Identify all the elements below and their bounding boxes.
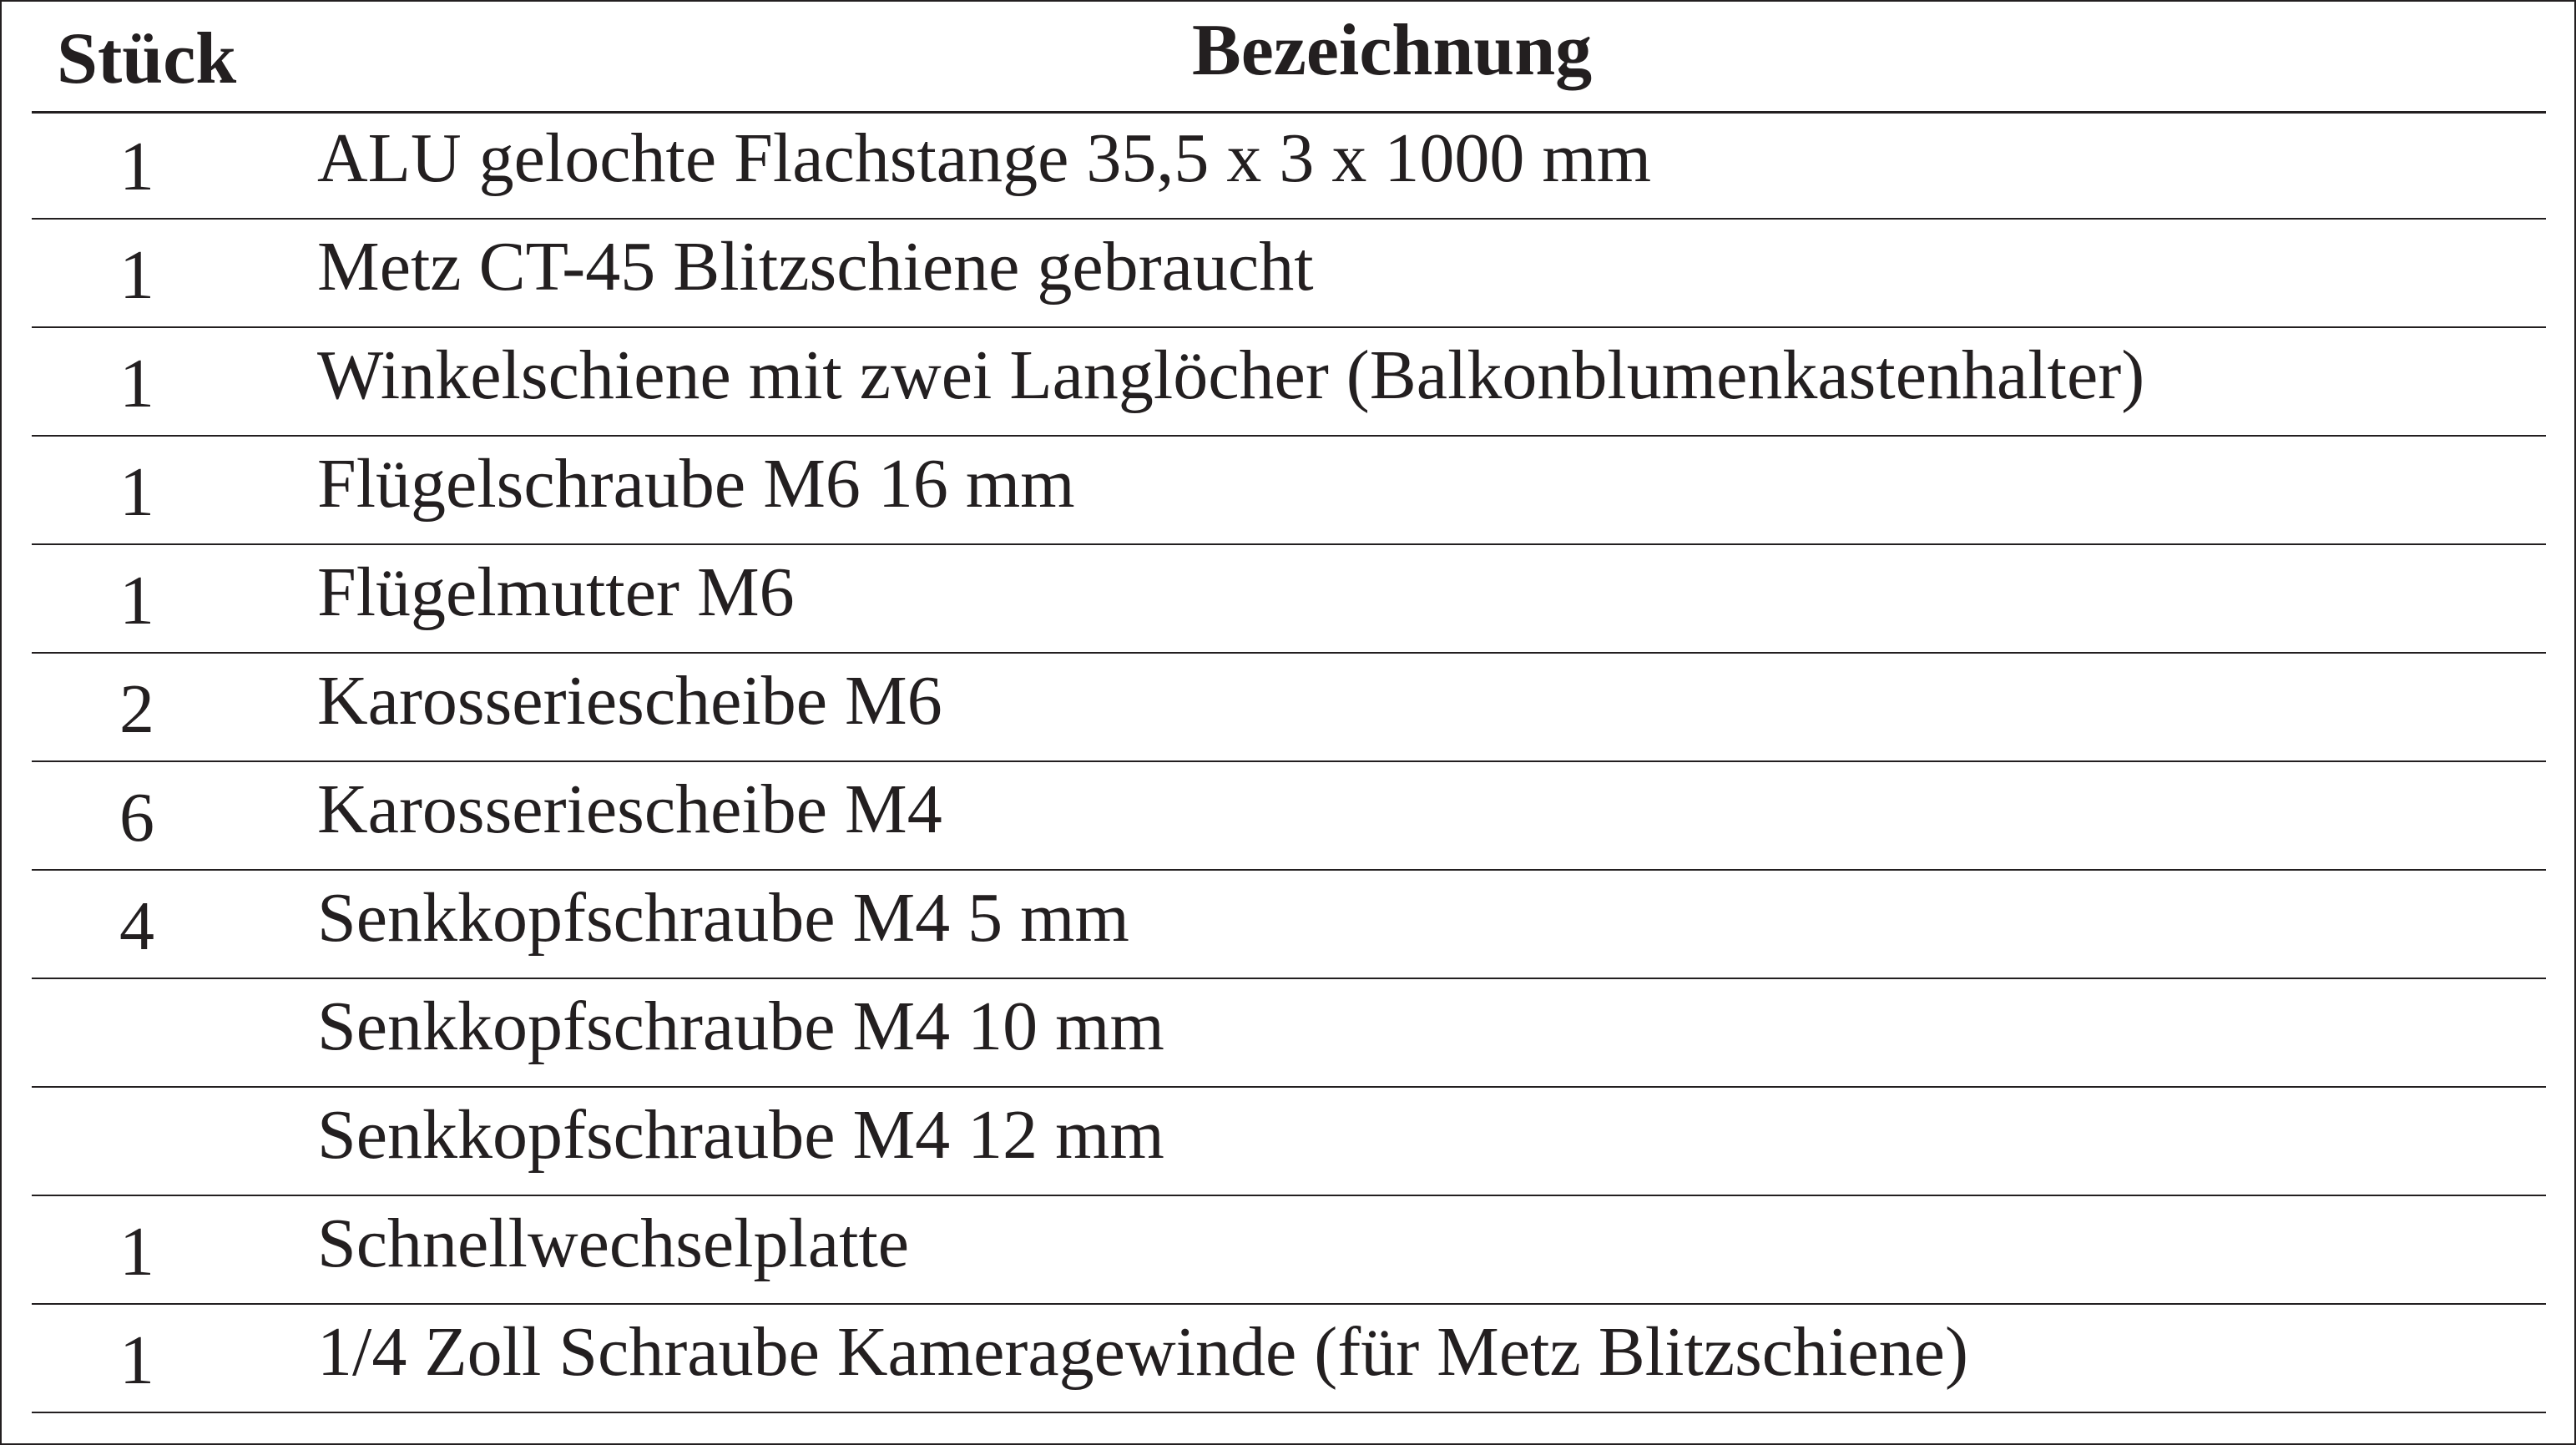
- row-description: Winkelschiene mit zwei Langlöcher (Balkonblumenkastenhalter): [317, 336, 2145, 414]
- row-quantity: 1: [119, 345, 154, 422]
- row-description: ALU gelochte Flachstange 35,5 x 3 x 1000 mm: [317, 119, 1652, 197]
- table-row: [32, 545, 2546, 654]
- table-header: [32, 2, 2546, 114]
- row-description: Senkkopfschraube M4 5 mm: [317, 879, 1129, 957]
- row-quantity: 1: [119, 1213, 154, 1291]
- row-description: Senkkopfschraube M4 10 mm: [317, 988, 1164, 1065]
- table-row: [32, 1196, 2546, 1305]
- row-description: Flügelmutter M6: [317, 553, 795, 631]
- table-row: [32, 328, 2546, 437]
- table-row: [32, 111, 2546, 220]
- table-row: [32, 979, 2546, 1088]
- row-description: Flügelschraube M6 16 mm: [317, 445, 1075, 523]
- table-row: [32, 871, 2546, 979]
- row-description: Schnellwechselplatte: [317, 1205, 910, 1282]
- row-quantity: 1: [119, 562, 154, 639]
- header-description: Bezeichnung: [1192, 10, 1593, 91]
- row-quantity: 1: [119, 128, 154, 205]
- row-quantity: 1: [119, 236, 154, 314]
- row-quantity: 4: [119, 887, 154, 965]
- row-quantity: 1: [119, 1321, 154, 1399]
- row-quantity: 6: [119, 779, 154, 856]
- table-row: [32, 1088, 2546, 1196]
- row-quantity: 1: [119, 453, 154, 531]
- table-row: [32, 220, 2546, 328]
- row-description: 1/4 Zoll Schraube Kameragewinde (für Metz Blitzschiene): [317, 1313, 1968, 1391]
- row-description: Karosseriescheibe M6: [317, 662, 942, 740]
- header-quantity: Stück: [57, 18, 237, 99]
- row-description: Senkkopfschraube M4 12 mm: [317, 1096, 1164, 1174]
- table-row: [32, 437, 2546, 545]
- table-row: [32, 654, 2546, 762]
- row-description: Karosseriescheibe M4: [317, 770, 942, 848]
- row-description: Metz CT-45 Blitzschiene gebraucht: [317, 228, 1314, 306]
- table-body: [32, 111, 2546, 1413]
- table-row: [32, 1305, 2546, 1413]
- row-quantity: 2: [119, 670, 154, 748]
- table-row: [32, 762, 2546, 871]
